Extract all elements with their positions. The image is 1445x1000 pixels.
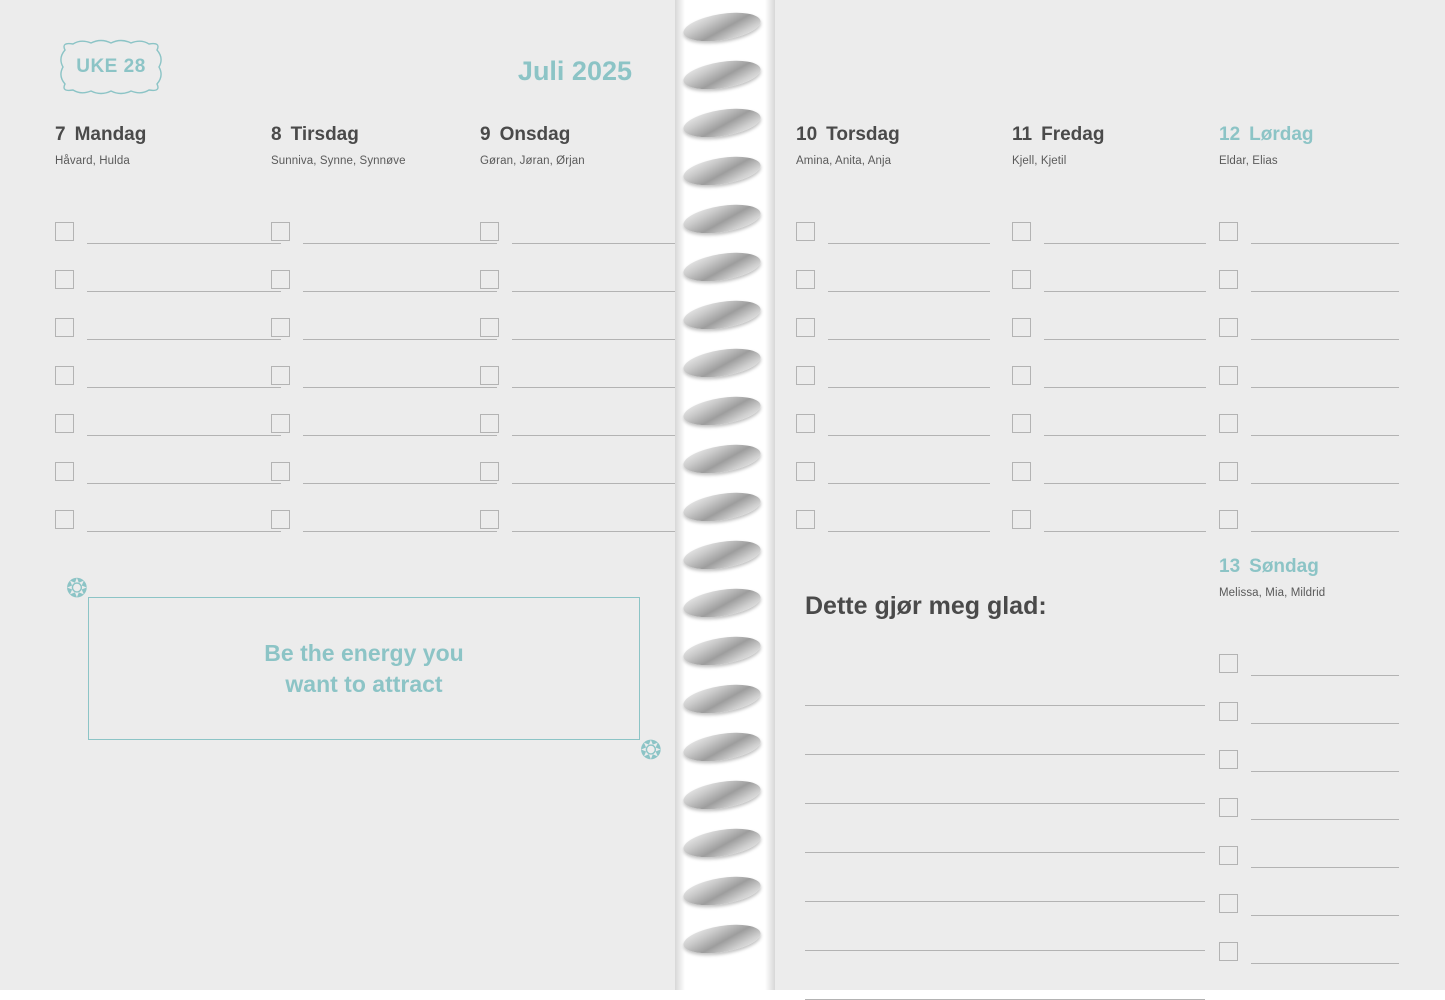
task-row[interactable] <box>1219 724 1399 772</box>
task-line[interactable] <box>87 530 281 532</box>
task-lines <box>480 196 706 532</box>
day-column-sondag <box>1219 556 1399 964</box>
task-checkbox[interactable] <box>271 462 290 481</box>
task-row[interactable] <box>271 292 497 340</box>
task-line[interactable] <box>1251 434 1399 436</box>
happy-line[interactable] <box>805 902 1205 951</box>
task-line[interactable] <box>828 338 990 340</box>
task-row[interactable] <box>796 244 990 292</box>
flourish-icon: ❂ <box>640 734 662 764</box>
task-checkbox[interactable] <box>1219 222 1238 241</box>
task-checkbox[interactable] <box>55 510 74 529</box>
task-line[interactable] <box>1251 482 1399 484</box>
task-checkbox[interactable] <box>796 414 815 433</box>
task-checkbox[interactable] <box>1219 654 1238 673</box>
spiral-coil <box>681 8 762 46</box>
task-row[interactable] <box>1012 436 1206 484</box>
task-lines <box>271 196 497 532</box>
day-column-fredag <box>1012 124 1206 532</box>
task-row[interactable] <box>1012 244 1206 292</box>
task-line[interactable] <box>303 482 497 484</box>
task-checkbox[interactable] <box>1219 894 1238 913</box>
task-line[interactable] <box>1044 242 1206 244</box>
week-badge <box>55 38 167 96</box>
spiral-coil <box>681 728 762 766</box>
task-row[interactable] <box>1219 388 1399 436</box>
name-day-list: Amina, Anita, Anja <box>796 155 892 167</box>
task-row[interactable] <box>480 292 706 340</box>
task-checkbox[interactable] <box>1219 702 1238 721</box>
task-line[interactable] <box>828 482 990 484</box>
task-checkbox[interactable] <box>1012 510 1031 529</box>
task-line[interactable] <box>303 434 497 436</box>
task-checkbox[interactable] <box>1012 222 1031 241</box>
task-row[interactable] <box>480 436 706 484</box>
task-line[interactable] <box>87 386 281 388</box>
spiral-coil <box>681 392 762 430</box>
spiral-coil <box>681 104 762 142</box>
task-row[interactable] <box>796 196 990 244</box>
flourish-icon: ❂ <box>66 573 88 603</box>
spiral-coil <box>681 56 762 94</box>
task-line[interactable] <box>828 530 990 532</box>
task-checkbox[interactable] <box>480 414 499 433</box>
task-line[interactable] <box>303 530 497 532</box>
task-lines <box>1219 628 1399 964</box>
task-checkbox[interactable] <box>1219 462 1238 481</box>
task-row[interactable] <box>1012 292 1206 340</box>
task-checkbox[interactable] <box>1012 462 1031 481</box>
task-row[interactable] <box>1219 772 1399 820</box>
task-row[interactable] <box>1219 292 1399 340</box>
name-day-list: Sunniva, Synne, Synnøve <box>271 155 406 167</box>
task-row[interactable] <box>1012 388 1206 436</box>
spiral-coil <box>681 584 762 622</box>
task-lines <box>1219 196 1399 532</box>
task-row[interactable] <box>796 484 990 532</box>
task-checkbox[interactable] <box>796 318 815 337</box>
task-row[interactable] <box>1219 916 1399 964</box>
binding-shadow-left <box>675 0 685 990</box>
task-checkbox[interactable] <box>271 510 290 529</box>
task-checkbox[interactable] <box>271 222 290 241</box>
happy-line[interactable] <box>805 755 1205 804</box>
quote-box <box>66 573 662 764</box>
task-line[interactable] <box>828 242 990 244</box>
task-checkbox[interactable] <box>55 270 74 289</box>
day-number: 11 <box>1012 124 1033 145</box>
task-line[interactable] <box>303 242 497 244</box>
task-row[interactable] <box>796 436 990 484</box>
day-header <box>1012 124 1206 146</box>
day-header <box>55 124 281 146</box>
task-row[interactable] <box>1219 820 1399 868</box>
task-row[interactable] <box>55 484 281 532</box>
happy-line[interactable] <box>805 853 1205 902</box>
day-header <box>271 124 497 146</box>
happy-line[interactable] <box>805 804 1205 853</box>
task-line[interactable] <box>1251 386 1399 388</box>
task-row[interactable] <box>55 436 281 484</box>
name-day-list: Melissa, Mia, Mildrid <box>1219 587 1326 599</box>
day-name: Fredag <box>1041 124 1105 145</box>
task-checkbox[interactable] <box>55 462 74 481</box>
task-checkbox[interactable] <box>271 318 290 337</box>
task-line[interactable] <box>303 290 497 292</box>
task-line[interactable] <box>87 338 281 340</box>
task-row[interactable] <box>1012 340 1206 388</box>
task-line[interactable] <box>87 482 281 484</box>
spiral-coil <box>681 200 762 238</box>
task-line[interactable] <box>1044 530 1206 532</box>
task-row[interactable] <box>55 340 281 388</box>
spiral-binding <box>675 0 775 990</box>
spiral-coil <box>681 632 762 670</box>
spiral-coil <box>681 152 762 190</box>
task-checkbox[interactable] <box>480 318 499 337</box>
task-row[interactable] <box>480 484 706 532</box>
task-line[interactable] <box>1251 866 1399 868</box>
task-line[interactable] <box>1251 818 1399 820</box>
quote-line-1: Be the energy you <box>264 640 464 667</box>
task-line[interactable] <box>828 434 990 436</box>
task-checkbox[interactable] <box>796 462 815 481</box>
day-column-mandag <box>55 124 281 532</box>
week-label: UKE 28 <box>76 56 146 77</box>
day-name: Tirsdag <box>290 124 359 145</box>
spiral-coil <box>681 872 762 910</box>
spiral-coil <box>681 776 762 814</box>
task-line[interactable] <box>1251 530 1399 532</box>
spiral-coil <box>681 920 762 958</box>
day-header <box>480 124 706 146</box>
name-day-list: Eldar, Elias <box>1219 155 1278 167</box>
day-column-tirsdag <box>271 124 497 532</box>
day-name: Torsdag <box>826 124 900 145</box>
day-name: Onsdag <box>499 124 571 145</box>
task-line[interactable] <box>303 386 497 388</box>
task-row[interactable] <box>1219 484 1399 532</box>
task-line[interactable] <box>1044 386 1206 388</box>
happy-line[interactable] <box>805 706 1205 755</box>
task-checkbox[interactable] <box>1012 318 1031 337</box>
task-row[interactable] <box>1219 340 1399 388</box>
day-column-onsdag <box>480 124 706 532</box>
task-checkbox[interactable] <box>55 414 74 433</box>
task-row[interactable] <box>271 196 497 244</box>
day-column-lordag <box>1219 124 1399 532</box>
task-row[interactable] <box>271 340 497 388</box>
happy-lines <box>805 657 1205 1000</box>
task-checkbox[interactable] <box>1219 798 1238 817</box>
spiral-coil <box>681 680 762 718</box>
spiral-coil <box>681 824 762 862</box>
task-line[interactable] <box>1251 962 1399 964</box>
task-line[interactable] <box>1251 242 1399 244</box>
task-checkbox[interactable] <box>55 222 74 241</box>
day-number: 10 <box>796 124 818 145</box>
day-number: 12 <box>1219 124 1241 145</box>
task-checkbox[interactable] <box>1219 414 1238 433</box>
task-lines <box>1012 196 1206 532</box>
task-line[interactable] <box>1044 434 1206 436</box>
task-checkbox[interactable] <box>1219 510 1238 529</box>
task-row[interactable] <box>271 388 497 436</box>
day-name: Søndag <box>1249 556 1319 577</box>
happy-line[interactable] <box>805 657 1205 706</box>
right-page <box>770 0 1445 990</box>
task-checkbox[interactable] <box>796 366 815 385</box>
task-row[interactable] <box>271 244 497 292</box>
binding-shadow-right <box>765 0 775 990</box>
spiral-coil <box>681 344 762 382</box>
task-row[interactable] <box>55 388 281 436</box>
task-line[interactable] <box>1044 338 1206 340</box>
task-checkbox[interactable] <box>480 366 499 385</box>
spiral-coil <box>681 440 762 478</box>
name-day-list: Gøran, Jøran, Ørjan <box>480 155 585 167</box>
task-row[interactable] <box>796 388 990 436</box>
task-checkbox[interactable] <box>55 318 74 337</box>
task-line[interactable] <box>87 242 281 244</box>
quote-line-2: want to attract <box>285 670 443 697</box>
task-checkbox[interactable] <box>1219 942 1238 961</box>
task-checkbox[interactable] <box>1012 270 1031 289</box>
task-line[interactable] <box>303 338 497 340</box>
task-row[interactable] <box>55 244 281 292</box>
task-line[interactable] <box>1251 674 1399 676</box>
task-checkbox[interactable] <box>1219 270 1238 289</box>
task-line[interactable] <box>828 386 990 388</box>
happy-title: Dette gjør meg glad: <box>805 592 1047 620</box>
task-checkbox[interactable] <box>796 510 815 529</box>
task-line[interactable] <box>1251 722 1399 724</box>
task-line[interactable] <box>828 290 990 292</box>
task-line[interactable] <box>1251 338 1399 340</box>
task-row[interactable] <box>1012 196 1206 244</box>
day-header <box>1219 124 1399 146</box>
task-row[interactable] <box>1219 628 1399 676</box>
task-line[interactable] <box>1044 290 1206 292</box>
task-checkbox[interactable] <box>796 222 815 241</box>
task-checkbox[interactable] <box>1012 366 1031 385</box>
day-name: Mandag <box>74 124 147 145</box>
task-checkbox[interactable] <box>55 366 74 385</box>
task-row[interactable] <box>55 196 281 244</box>
task-checkbox[interactable] <box>271 270 290 289</box>
task-checkbox[interactable] <box>480 222 499 241</box>
task-line[interactable] <box>1044 482 1206 484</box>
task-line[interactable] <box>1251 914 1399 916</box>
task-lines <box>55 196 281 532</box>
task-row[interactable] <box>796 340 990 388</box>
name-day-list: Håvard, Hulda <box>55 155 130 167</box>
spiral-coil <box>681 248 762 286</box>
task-checkbox[interactable] <box>1012 414 1031 433</box>
task-lines <box>796 196 990 532</box>
task-row[interactable] <box>1219 868 1399 916</box>
task-checkbox[interactable] <box>1219 846 1238 865</box>
spiral-coil <box>681 488 762 526</box>
day-number: 13 <box>1219 556 1241 577</box>
quote-text <box>88 597 640 740</box>
task-row[interactable] <box>480 196 706 244</box>
task-row[interactable] <box>1219 676 1399 724</box>
day-number: 7 <box>55 124 66 145</box>
month-label: Juli 2025 <box>517 56 632 86</box>
task-row[interactable] <box>55 292 281 340</box>
spiral-coil <box>681 536 762 574</box>
name-day-list: Kjell, Kjetil <box>1012 155 1067 167</box>
happy-section <box>805 592 1205 1000</box>
task-row[interactable] <box>1219 436 1399 484</box>
day-header <box>1219 556 1399 578</box>
task-checkbox[interactable] <box>480 270 499 289</box>
task-checkbox[interactable] <box>796 270 815 289</box>
left-page <box>0 0 680 990</box>
day-column-torsdag <box>796 124 990 532</box>
happy-line[interactable] <box>805 951 1205 1000</box>
task-checkbox[interactable] <box>480 462 499 481</box>
task-checkbox[interactable] <box>480 510 499 529</box>
spiral-coil <box>681 296 762 334</box>
task-row[interactable] <box>480 244 706 292</box>
task-row[interactable] <box>1219 196 1399 244</box>
task-checkbox[interactable] <box>1219 318 1238 337</box>
task-line[interactable] <box>1251 770 1399 772</box>
task-line[interactable] <box>87 290 281 292</box>
task-checkbox[interactable] <box>1219 366 1238 385</box>
task-row[interactable] <box>271 436 497 484</box>
task-row[interactable] <box>1219 244 1399 292</box>
task-checkbox[interactable] <box>1219 750 1238 769</box>
day-header <box>796 124 990 146</box>
task-checkbox[interactable] <box>271 414 290 433</box>
task-line[interactable] <box>1251 290 1399 292</box>
task-row[interactable] <box>271 484 497 532</box>
day-name: Lørdag <box>1249 124 1314 145</box>
task-checkbox[interactable] <box>271 366 290 385</box>
day-number: 8 <box>271 124 282 145</box>
task-line[interactable] <box>87 434 281 436</box>
task-row[interactable] <box>480 340 706 388</box>
task-row[interactable] <box>796 292 990 340</box>
day-number: 9 <box>480 124 491 145</box>
task-row[interactable] <box>1012 484 1206 532</box>
task-row[interactable] <box>480 388 706 436</box>
